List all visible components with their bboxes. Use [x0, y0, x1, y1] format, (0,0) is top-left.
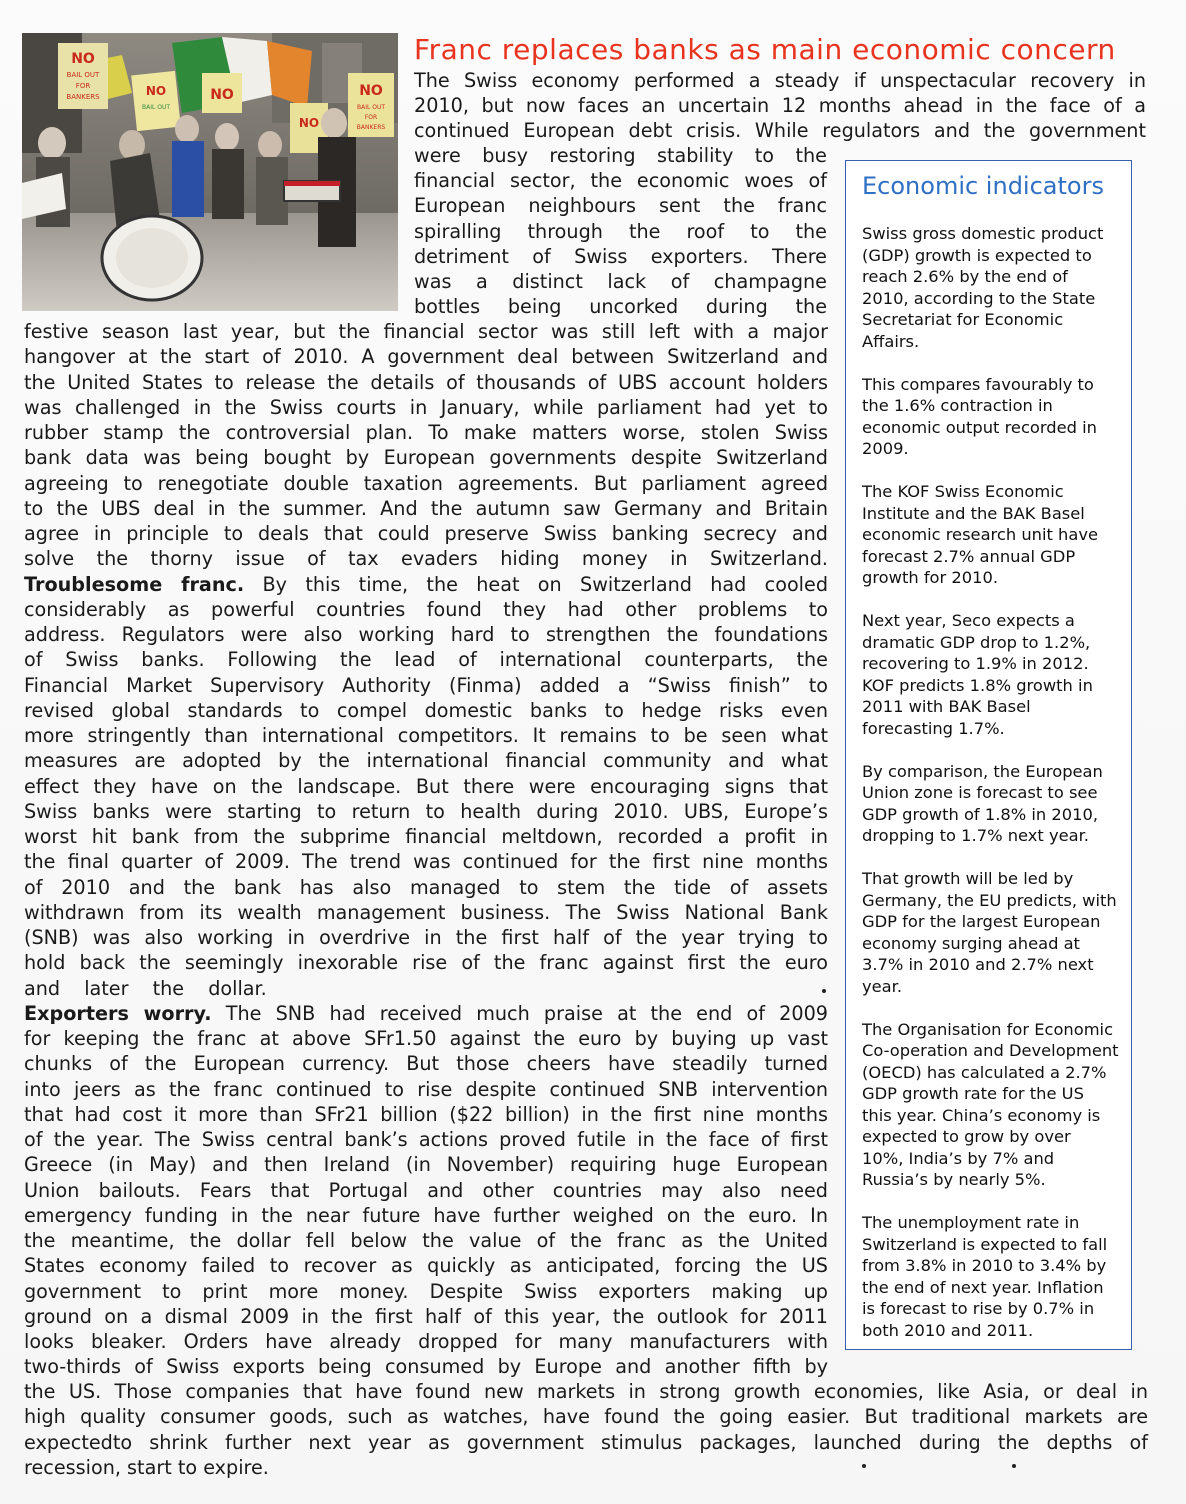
lead-paragraph: [414, 68, 1146, 144]
text-run: The SNB had received much praise at the end of 2009: [211, 1001, 828, 1025]
svg-text:BAIL OUT: BAIL OUT: [66, 71, 100, 79]
sidebar-line: (OECD) has calculated a 2.7%: [862, 1062, 1107, 1082]
sidebar-paragraph: [862, 374, 1127, 460]
sidebar-line: That growth will be led by: [862, 869, 1074, 888]
text-line: to the UBS deal in the summer. And the autumn saw Germany and Britain: [24, 496, 828, 520]
text-line: of Swiss banks. Following the lead of international counterparts, the: [24, 648, 828, 672]
text-line: the meantime, the dollar fell below the value of the franc as the United: [24, 1229, 828, 1252]
sidebar-line: GDP for the largest European: [862, 912, 1101, 931]
stray-mark: [1012, 1464, 1016, 1468]
sidebar-line: GDP growth of 1.8% in 2010,: [862, 804, 1099, 824]
text-line: expectedto shrink further next year as government stimulus packages, launched during the depths of: [24, 1430, 1148, 1454]
text-line: Greece (in May) and then Ireland (in November) requiring huge European: [24, 1153, 828, 1177]
svg-text:FOR: FOR: [75, 82, 91, 90]
text-line: that had cost it more than SFr21 billion ($22 billion) in the first nine months: [24, 1102, 828, 1126]
svg-text:NO: NO: [71, 51, 95, 67]
text-line: the United States to release the details of thousands of UBS account holders: [24, 370, 828, 394]
sidebar-line: Union zone is forecast to see: [862, 783, 1098, 802]
sidebar-line: 10%, India’s by 7% and: [862, 1148, 1055, 1168]
sidebar-line: Swiss gross domestic product: [862, 224, 1104, 243]
sidebar-paragraph: [862, 610, 1127, 739]
text-line: more stringently than international competitors. It remains to be seen what: [24, 724, 828, 747]
sidebar-paragraph: [862, 481, 1127, 589]
text-line: was a distinct lack of champagne: [414, 270, 827, 294]
sidebar-line: The KOF Swiss Economic: [862, 482, 1064, 501]
stray-mark: [862, 1464, 866, 1468]
sidebar-line: economy surging ahead at: [862, 933, 1080, 953]
text-line: withdrawn from its wealth management business. The Swiss National Bank: [24, 900, 828, 924]
svg-text:BAIL OUT: BAIL OUT: [356, 104, 386, 111]
sidebar-line: Next year, Seco expects a: [862, 611, 1075, 630]
sidebar-title: Economic indicators: [862, 172, 1104, 200]
text-line: continued European debt crisis. While regulators and the government: [414, 119, 1146, 143]
headline: Franc replaces banks as main economic concern: [414, 33, 1116, 66]
sidebar-line: The unemployment rate in: [862, 1213, 1080, 1232]
text-line: bank data was being bought by European governments despite Switzerland: [24, 446, 828, 470]
svg-text:NO: NO: [359, 83, 383, 99]
protest-sign: [131, 71, 181, 131]
text-line: of 2010 and the bank has also managed to stem the tide of assets: [24, 875, 828, 899]
text-line: bottles being uncorked during the: [414, 295, 827, 319]
sidebar-line: from 3.8% in 2010 to 3.4% by: [862, 1256, 1107, 1275]
text-line: address. Regulators were also working hard to strengthen the foundations: [24, 623, 828, 646]
sidebar-line: forecast 2.7% annual GDP: [862, 546, 1076, 566]
text-line: Swiss banks were starting to return to health during 2010. UBS, Europe’s: [24, 799, 828, 823]
text-line: emergency funding in the near future have further weighed on the euro. In: [24, 1203, 828, 1227]
sidebar-line: GDP growth rate for the US: [862, 1084, 1084, 1103]
svg-text:BANKERS: BANKERS: [66, 93, 100, 101]
sidebar-line: recovering to 1.9% in 2012.: [862, 654, 1089, 673]
sidebar-line: Germany, the EU predicts, with: [862, 890, 1117, 910]
text-line: effect they have on the landscape. But there were encouraging signs that: [24, 774, 828, 798]
sidebar-line: KOF predicts 1.8% growth in: [862, 675, 1093, 695]
protest-sign: [348, 73, 394, 137]
text-line: of the year. The Swiss central bank’s actions proved futile in the face of first: [24, 1128, 828, 1151]
sidebar-line: economic research unit have: [862, 525, 1098, 544]
text-line: States economy failed to recover as quickly as anticipated, forcing the US: [24, 1254, 828, 1278]
text-line: solve the thorny issue of tax evaders hiding money in Switzerland.: [24, 547, 828, 571]
sidebar-line: expected to grow by over: [862, 1127, 1071, 1146]
sidebar-line: Russia’s by nearly 5%.: [862, 1170, 1046, 1189]
text-line: looks bleaker. Orders have already dropped for many manufacturers with: [24, 1330, 828, 1353]
text-line: for keeping the franc at above SFr1.50 against the euro by buying up vast: [24, 1027, 828, 1050]
protest-photo: [22, 33, 398, 311]
text-line: agree in principle to deals that could preserve Swiss banking secrecy and: [24, 522, 828, 545]
svg-text:BANKERS: BANKERS: [356, 124, 386, 131]
text-line: spiralling through the roof to the: [414, 219, 827, 243]
sidebar-line: Secretariat for Economic: [862, 310, 1064, 329]
sidebar-paragraph: [862, 1019, 1127, 1191]
text-line: (SNB) was also working in overdrive in the first half of the year trying to: [24, 926, 828, 949]
sidebar-line: 2010, according to the State: [862, 288, 1096, 308]
subhead-troublesome-franc: Troublesome franc.: [24, 572, 245, 596]
sidebar-line: (GDP) growth is expected to: [862, 245, 1092, 265]
sidebar-body: [862, 223, 1127, 1363]
text-line: [24, 1001, 828, 1026]
text-line: agreeing to renegotiate double taxation agreements. But parliament agreed: [24, 471, 828, 495]
sidebar-line: the end of next year. Inflation: [862, 1277, 1104, 1297]
text-line: considerably as powerful countries found they had other problems to: [24, 597, 828, 621]
sidebar-paragraph: [862, 223, 1127, 352]
sidebar-line: Switzerland is expected to fall: [862, 1234, 1108, 1254]
text-line: festive season last year, but the financial sector was still left with a major: [24, 320, 828, 343]
sidebar-line: This compares favourably to: [862, 374, 1094, 394]
text-line: chunks of the European currency. But those cheers have steadily turned: [24, 1052, 828, 1076]
text-line: The Swiss economy performed a steady if unspectacular recovery in: [414, 69, 1146, 92]
sidebar-line: forecasting 1.7%.: [862, 718, 1005, 738]
text-line: European neighbours sent the franc: [414, 194, 827, 218]
sidebar-paragraph: [862, 868, 1127, 997]
sidebar-line: the 1.6% contraction in: [862, 396, 1053, 415]
text-line: and later the dollar.: [24, 976, 267, 1000]
sidebar-line: both 2010 and 2011.: [862, 1320, 1034, 1340]
text-line: the US. Those companies that have found new markets in strong growth economies, like Asia, or deal in: [24, 1380, 1148, 1403]
sidebar-line: 2009.: [862, 439, 909, 458]
text-line: rubber stamp the controversial plan. To make matters worse, stolen Swiss: [24, 421, 828, 444]
svg-text:NO: NO: [210, 87, 234, 103]
text-run: By this time, the heat on Switzerland had cooled: [244, 572, 828, 596]
text-line: were busy restoring stability to the: [414, 144, 827, 167]
sidebar-line: is forecast to rise by 0.7% in: [862, 1299, 1095, 1318]
text-line: measures are adopted by the international financial community and what: [24, 749, 828, 773]
text-line: ground on a dismal 2009 in the first half of this year, the outlook for 2011: [24, 1304, 828, 1328]
text-line: two-thirds of Swiss exports being consumed by Europe and another fifth by: [24, 1355, 828, 1379]
sidebar-line: Affairs.: [862, 331, 920, 351]
sidebar-line: By comparison, the European: [862, 761, 1103, 781]
sidebar-line: Co-operation and Development: [862, 1041, 1119, 1060]
sidebar-line: dramatic GDP drop to 1.2%,: [862, 632, 1091, 652]
svg-text:BAIL OUT: BAIL OUT: [141, 104, 171, 111]
text-line: recession, start to expire.: [24, 1455, 269, 1479]
sidebar-line: economic output recorded in: [862, 417, 1097, 437]
text-line: hangover at the start of 2010. A government deal between Switzerland and: [24, 345, 828, 369]
svg-text:NO: NO: [298, 116, 320, 130]
stray-mark: [822, 989, 826, 993]
sidebar-line: dropping to 1.7% next year.: [862, 826, 1089, 845]
subhead-exporters-worry: Exporters worry.: [24, 1001, 212, 1025]
text-line: revised global standards to compel domestic banks to hedge risks even: [24, 698, 828, 722]
economic-indicators-box: [845, 160, 1132, 1350]
article-main-column: [24, 319, 828, 1380]
text-line: high quality consumer goods, such as watches, have found the going easier. But traditional markets are: [24, 1405, 1148, 1429]
text-line: 2010, but now faces an uncertain 12 months ahead in the face of a: [414, 94, 1146, 118]
article-full-width: [24, 1379, 1148, 1480]
sidebar-paragraph: [862, 1212, 1127, 1341]
sidebar-line: reach 2.6% by the end of: [862, 267, 1068, 286]
svg-text:FOR: FOR: [364, 114, 378, 121]
text-line: Union bailouts. Fears that Portugal and other countries may also need: [24, 1178, 828, 1202]
text-line: the final quarter of 2009. The trend was continued for the first nine months: [24, 850, 828, 874]
sidebar-line: growth for 2010.: [862, 568, 998, 587]
sidebar-line: The Organisation for Economic: [862, 1019, 1114, 1039]
text-line: hold back the seemingly inexorable rise of the franc against first the euro: [24, 951, 828, 975]
text-line: detriment of Swiss exporters. There: [414, 244, 827, 268]
article-narrow-column: [414, 143, 827, 319]
sidebar-line: year.: [862, 976, 903, 996]
text-line: financial sector, the economic woes of: [414, 169, 827, 193]
protest-photo-icon: [22, 33, 398, 311]
text-line: into jeers as the franc continued to rise despite continued SNB intervention: [24, 1077, 828, 1101]
sidebar-line: 3.7% in 2010 and 2.7% next: [862, 955, 1094, 974]
sidebar-line: this year. China’s economy is: [862, 1105, 1101, 1125]
text-line: was challenged in the Swiss courts in January, while parliament had yet to: [24, 395, 828, 419]
protest-sign: [58, 43, 108, 109]
text-line: worst hit bank from the subprime financial meltdown, recorded a profit in: [24, 825, 828, 848]
svg-text:NO: NO: [145, 84, 167, 98]
protest-sign: [202, 73, 242, 113]
sidebar-line: 2011 with BAK Basel: [862, 697, 1031, 716]
text-line: [24, 572, 828, 597]
sidebar-paragraph: [862, 761, 1127, 847]
text-line: Financial Market Supervisory Authority (Finma) added a “Swiss finish” to: [24, 673, 828, 697]
text-line: government to print more money. Despite Swiss exporters making up: [24, 1279, 828, 1303]
sidebar-line: Institute and the BAK Basel: [862, 503, 1085, 523]
